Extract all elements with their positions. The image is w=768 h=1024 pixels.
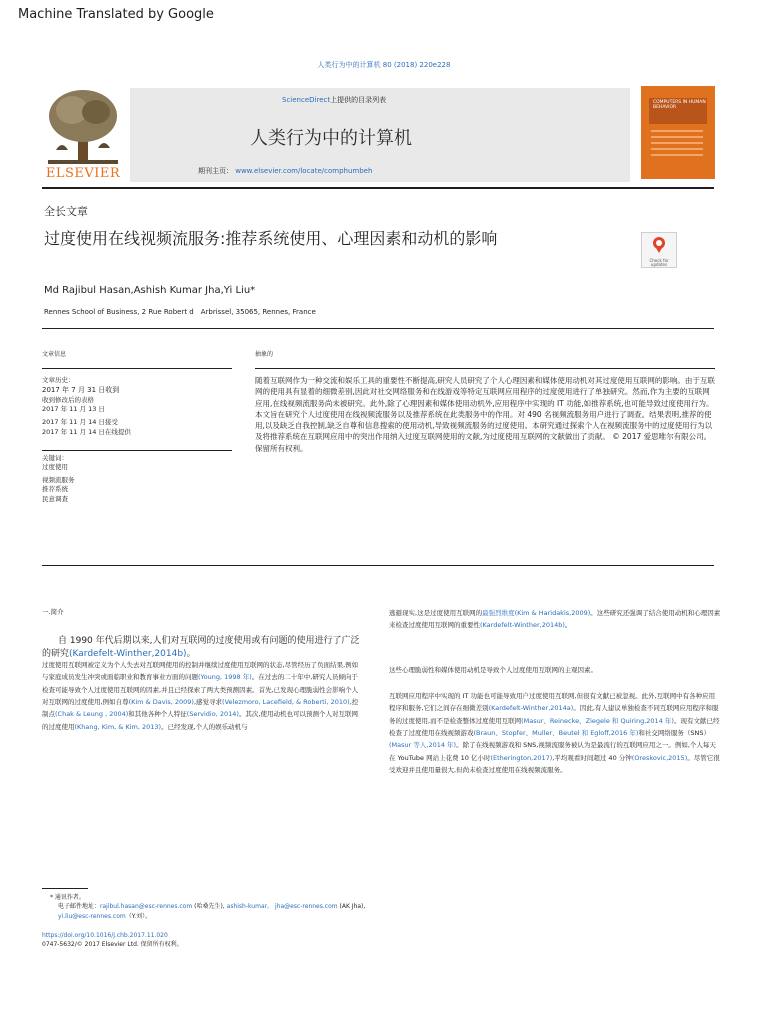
history-label: 文章历史： bbox=[42, 376, 75, 384]
accepted-date: 2017 年 11 月 14 日接受 bbox=[42, 418, 118, 427]
citation-link[interactable]: (Chak & Leung , 2004) bbox=[55, 710, 129, 719]
header-rule bbox=[42, 187, 714, 189]
citation-link[interactable]: (Servidio, 2014) bbox=[186, 710, 239, 719]
received-date: 2017 年 7 月 31 日收到 bbox=[42, 386, 120, 395]
email-link[interactable]: ashish-kumar。 jha@esc-rennes.com bbox=[226, 903, 338, 911]
keyword-item: 视频流服务 bbox=[42, 475, 75, 484]
citation-link[interactable]: (Kim & Davis, 2009) bbox=[128, 698, 194, 707]
citation-link[interactable]: 最强烈维度 bbox=[482, 609, 515, 617]
text-run: 过度使用互联网被定义为个人失去对互联网使用的控制并继续过度使用互联网的状态,尽管经历了负面结果,例如与家庭成员发生冲突或面临职业和教育事业方面的问题 bbox=[42, 661, 359, 682]
text-run: 逃避现实,这是过度使用互联网的 bbox=[389, 609, 483, 617]
section-heading-introduction: 一.简介 bbox=[42, 608, 64, 616]
abstract-rule bbox=[255, 368, 715, 369]
info-rule bbox=[42, 368, 232, 369]
text-run: 。在过去的二十年中,研究人员倾向于检查可能导致个人过度使用互联网的因素,并且已经探索了两大类预测因素。首先,已发现心理脆弱性会影响个人对互联网的过度使用,例如自尊 bbox=[42, 673, 359, 707]
email-line bbox=[42, 902, 372, 921]
keyword-item: 过度使用 bbox=[42, 463, 68, 472]
citation-link[interactable]: (Etherington,2017) bbox=[490, 753, 553, 762]
email-owner: （Y.刘）。 bbox=[125, 912, 152, 920]
revised-date: 2017 年 11 月 13 日 bbox=[42, 404, 105, 413]
text-run: ,控制点 bbox=[42, 698, 359, 719]
footnote-block bbox=[42, 893, 372, 949]
copyright-line: 0747-5632/© 2017 Elsevier Ltd. 保留所有权利。 bbox=[42, 941, 183, 949]
elsevier-wordmark: ELSEVIER bbox=[45, 166, 121, 181]
email-label: 电子邮件地址： bbox=[58, 903, 101, 911]
text-run: 和社交网络服务（SNS） bbox=[638, 729, 711, 738]
journal-cover-thumbnail bbox=[641, 86, 715, 179]
info-top-rule bbox=[42, 328, 714, 329]
online-date: 2017 年 11 月 14 日在线提供 bbox=[42, 427, 131, 436]
cover-decoration bbox=[651, 130, 703, 160]
corresponding-author-note: * 通讯作者。 bbox=[50, 894, 85, 901]
citation-link[interactable]: (Braun、Stopfer、Muller、Beutel 和 Egloff,2016 年) bbox=[473, 729, 639, 738]
abstract-bottom-rule bbox=[42, 565, 714, 566]
citation-link[interactable]: (Khang, Kim, & Kim, 2013) bbox=[74, 722, 162, 731]
citation-link[interactable]: (Kardefelt-Winther,2014b) bbox=[480, 621, 565, 630]
revised-label: 收到修改后的表格 bbox=[42, 395, 94, 404]
abstract-text: 随着互联网作为一种交流和娱乐工具的重要性不断提高,研究人员研究了个人心理因素和媒体使用动机对其过度使用互联网的影响。由于互联网的使用具有显着的细微差别,因此对社交网络服务和在线游戏等特定互联网应用程序的过度使用进行了单独研究。然而,作为主要的互联网应用,在线视频流服务尚未被研究。此外,除了心理因素和媒体使用动机外,应用程序中实现的 IT 功能,如推荐系统,也可能导致过度使用行为。本文旨在研究个人过度使用在线视频流服务以及推荐系统在此类服务中的作用。对 490 名视频流服务用户进行了调查。结果表明,推荐的使用,以及缺乏自我控制,缺乏自尊和信息搜索的使用动机,导致视频流服务的过度使用。本研究通过探索个人在视频流服务中的过度使用行为以及将推荐系统在互联网应用中的突出作用纳入过度互联网使用的文献,为过度使用互联网的文献做出了贡献。 © 2017 爱思唯尔有限公司。保留所有权利。 bbox=[255, 376, 715, 453]
citation-link[interactable]: (Kardefelt-Winther,2014b) bbox=[69, 649, 187, 660]
citation-link[interactable]: (Kim & Haridakis,2009) bbox=[514, 609, 591, 617]
bookmark-icon bbox=[651, 236, 667, 254]
article-history bbox=[42, 376, 232, 437]
check-for-updates-badge[interactable] bbox=[641, 232, 677, 268]
intro-paragraph bbox=[42, 659, 364, 733]
contents-list-line bbox=[282, 95, 386, 105]
intro-lead-paragraph bbox=[42, 635, 364, 661]
text-run: ,平均观看时间超过 40 分钟 bbox=[552, 753, 632, 762]
homepage-link[interactable]: www.elsevier.com/locate/comphumbeh bbox=[235, 167, 373, 175]
journal-citation[interactable]: 人类行为中的计算机 80 (2018) 220e228 bbox=[317, 61, 451, 69]
machine-translated-banner: Machine Translated by Google bbox=[18, 7, 214, 22]
citation-link[interactable]: (Oreskovic,2015) bbox=[631, 753, 688, 762]
citation-link[interactable]: (Velezmoro, Lacefield, & Roberti, 2010) bbox=[222, 698, 350, 707]
email-link[interactable]: yi.liu@esc-rennes.com bbox=[58, 912, 126, 920]
citation-link[interactable]: (Young, 1998 年) bbox=[198, 673, 252, 682]
citation-link[interactable]: (Masur 等人,2014 年) bbox=[389, 741, 457, 750]
text-run: 。除了在线视频游戏和 SNS,视频流服务被认为是最流行的互联网应用之一。例如,个人每天在 YouTube 网站上花费 10 亿小时 bbox=[389, 741, 716, 762]
text-run: 。其次,使用动机也可以预测个人对互联网的过度使用 bbox=[42, 710, 358, 731]
keyword-item: 民意调查 bbox=[42, 494, 68, 503]
article-title: 过度使用在线视频流服务:推荐系统使用、心理因素和动机的影响 bbox=[44, 229, 498, 248]
text-run: 和其他各种个人特征 bbox=[128, 710, 187, 719]
cover-title: COMPUTERS IN HUMAN BEHAVIOR bbox=[653, 100, 706, 111]
text-run: ,感觉寻求 bbox=[193, 698, 223, 707]
right-paragraph-3 bbox=[389, 690, 721, 776]
text-run: 。因此,有人建议单独检查不同互联网应用程序和服务的过度使用,而不是检查整体过度使用互联网 bbox=[389, 704, 719, 725]
right-paragraph-1 bbox=[389, 607, 721, 632]
keywords-block bbox=[42, 454, 232, 504]
article-type: 全长文章 bbox=[44, 205, 88, 218]
keywords-rule bbox=[42, 450, 232, 451]
article-info-heading: 文章信息 bbox=[42, 351, 67, 358]
author-list: Md Rajibul Hasan,Ashish Kumar Jha,Yi Liu* bbox=[44, 285, 256, 296]
keywords-label: 关键词： bbox=[42, 454, 68, 462]
text-run: 。尽管它很受欢迎并且使用量很大,但尚未检查过度使用在线视频流服务。 bbox=[389, 753, 720, 775]
footnote-rule bbox=[42, 888, 88, 889]
keyword-item: 推荐系统 bbox=[42, 485, 68, 494]
badge-label: Check for updates bbox=[649, 258, 669, 268]
homepage-label: 期刊主页： bbox=[198, 167, 233, 175]
affiliation: Rennes School of Business, 2 Rue Robert d Arbrissel, 35065, Rennes, France bbox=[44, 308, 316, 316]
text-run: 。这些研究还强调了结合使用动机和心理因素来检查过度使用互联网的重要性 bbox=[389, 609, 721, 630]
sciencedirect-link[interactable]: ScienceDirect bbox=[282, 96, 331, 104]
email-owner: (AK Jha), bbox=[337, 903, 366, 911]
citation-link[interactable]: (Masur、Reinecke、Ziegele 和 Quiring,2014 年) bbox=[521, 716, 674, 725]
email-link[interactable]: rajibul.hasan@esc-rennes.com bbox=[100, 903, 193, 911]
text-run: 。已经发现,个人的娱乐动机与 bbox=[161, 722, 248, 731]
text-run: 。现有文献已经检查了过度使用在线视频游戏 bbox=[389, 716, 720, 738]
text-run: 。 bbox=[564, 621, 572, 630]
abstract-heading: 抽象的 bbox=[255, 351, 274, 358]
right-paragraph-2: 这些心理脆弱性和媒体使用动机是导致个人过度使用互联网的主观因素。 bbox=[389, 666, 597, 674]
intro-lead-text: 自 1990 年代后期以来,人们对互联网的过度使用或有问题的使用进行了广泛的研究 bbox=[42, 636, 360, 660]
intro-lead-end: 。 bbox=[186, 649, 196, 660]
text-run: 互联网应用程序中实现的 IT 功能也可能导致用户过度使用互联网,但很有文献已被忽视。此外,互联网中有各种应用程序和服务,它们之间存在细微差别 bbox=[389, 692, 716, 713]
citation-link[interactable]: (Kardefelt-Winther,2014a) bbox=[488, 704, 574, 713]
contents-text: 上提供的目录列表 bbox=[330, 96, 387, 104]
email-owner: (哈桑先生), bbox=[192, 903, 225, 911]
journal-homepage-line bbox=[198, 166, 372, 176]
journal-title: 人类行为中的计算机 bbox=[250, 128, 412, 149]
doi-link[interactable]: https://doi.org/10.1016/j.chb.2017.11.020 bbox=[42, 931, 168, 939]
